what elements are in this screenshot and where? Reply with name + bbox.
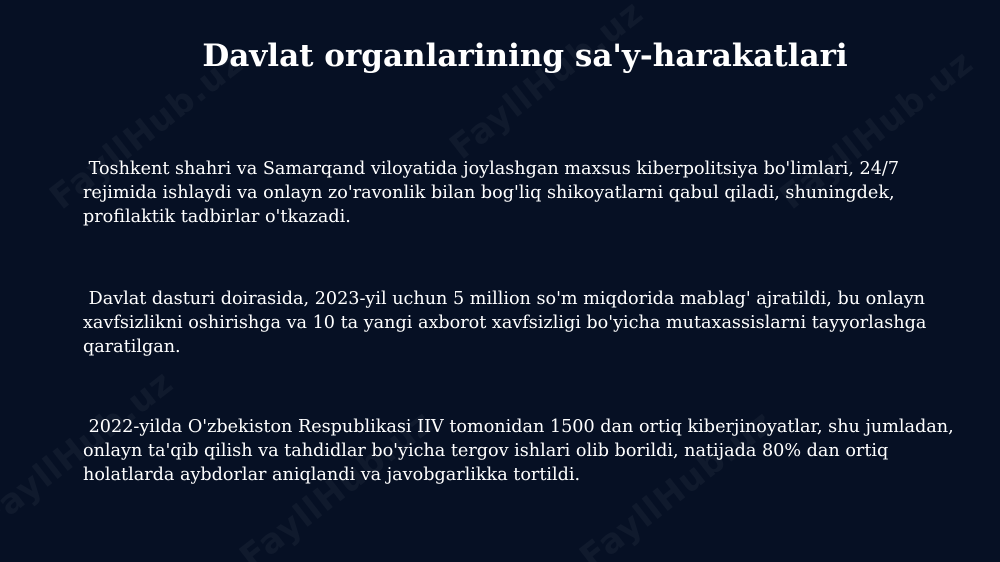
slide-title: Davlat organlarining sa'y-harakatlari (202, 38, 848, 74)
paragraph-investigations: 2022-yilda O'zbekiston Respublikasi IIV tomonidan 1500 dan ortiq kiberjinoyatlar, shu jumladan, onlayn ta'qib qilish va tahdidlar bo'yicha tergov ishlari olib borildi, natijada 80% dan ortiq holatlarda aybdorlar aniqlandi va javobgarlikka tortildi. (83, 417, 960, 485)
paragraph-cyberpolice: Toshkent shahri va Samarqand viloyatida joylashgan maxsus kiberpolitsiya bo'limlari, 24/7 rejimida ishlaydi va onlayn zo'ravonlik bilan bog'liq shikoyatlarni qabul qiladi, shuningdek, profilaktik tadbirlar o'tkazadi. (83, 159, 905, 227)
paragraph-state-program: Davlat dasturi doirasida, 2023-yil uchun 5 million so'm miqdorida mablag' ajratildi, bu onlayn xavfsizlikni oshirishga va 10 ta yangi axborot xavfsizligi bo'yicha mutaxassislarni tayyorlashga qaratilgan. (83, 289, 932, 357)
watermark-text (442, 0, 651, 168)
